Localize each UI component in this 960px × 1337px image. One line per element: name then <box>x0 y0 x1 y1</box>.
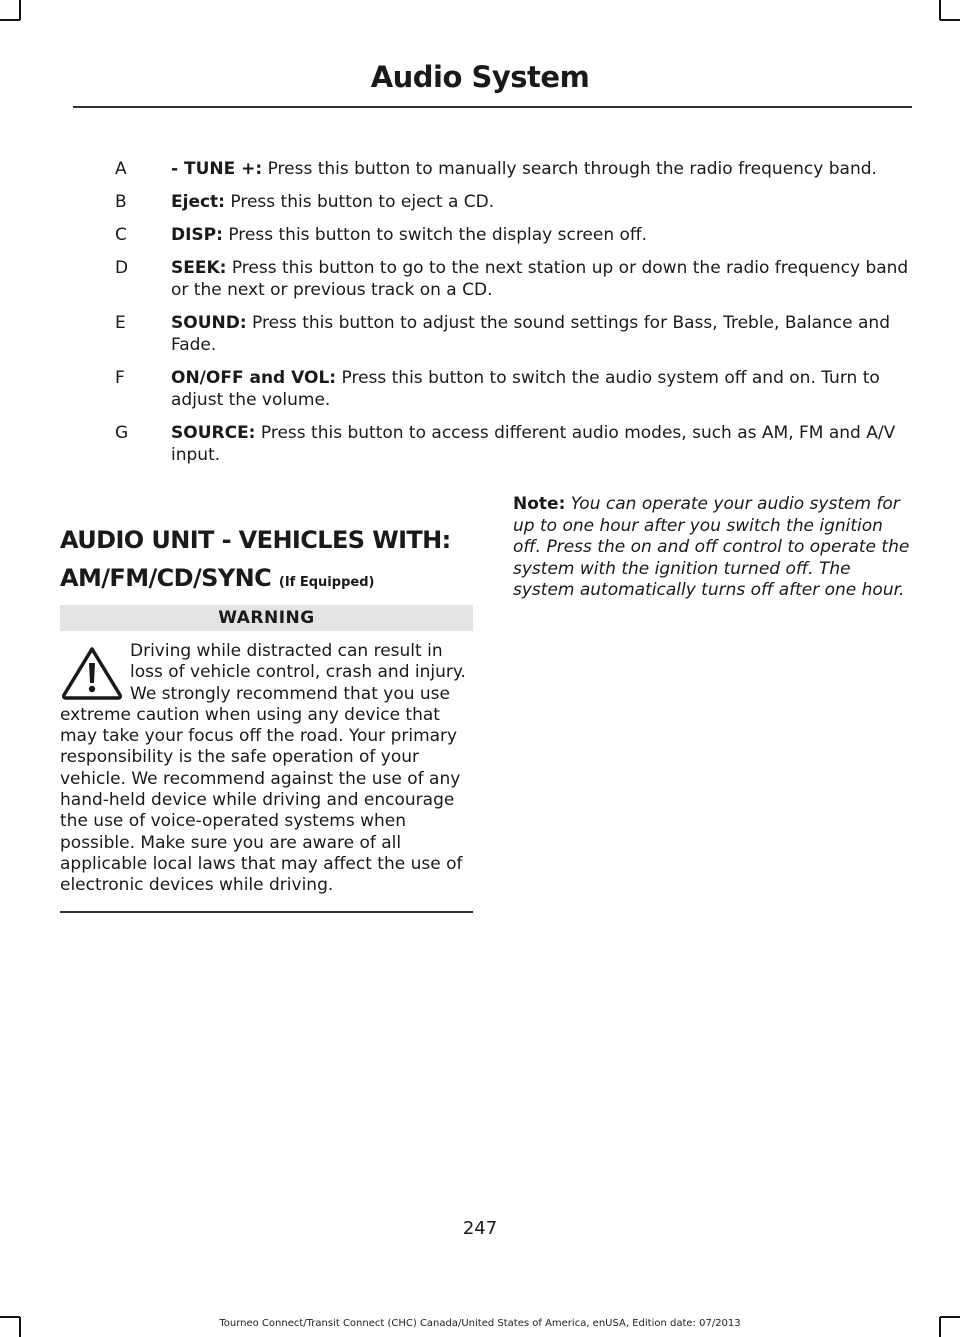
list-item <box>115 312 910 356</box>
item-term: SEEK: <box>171 258 227 278</box>
item-term: Eject: <box>171 192 225 212</box>
item-letter: D <box>115 258 129 278</box>
item-description: Press this button to manually search through the radio frequency band. <box>262 159 877 179</box>
crop-mark <box>940 19 960 21</box>
item-letter: A <box>115 159 127 179</box>
warning-divider <box>60 911 473 913</box>
item-description: Press this button to switch the audio system off and on. Turn to adjust the volume. <box>171 368 880 410</box>
section-heading <box>60 521 480 602</box>
footer-text: Tourneo Connect/Transit Connect (CHC) Canada/United States of America, enUSA, Edition date: 07/2013 <box>219 1318 741 1329</box>
item-description: Press this button to go to the next station up or down the radio frequency band or the next or previous track on a CD. <box>171 258 909 300</box>
note-text: You can operate your audio system for up to one hour after you switch the ignition off. Press the on and off control to operate the system with the ignition turned off. The system automatically turns off after one hour. <box>513 494 910 600</box>
item-letter: F <box>115 368 125 388</box>
list-item <box>115 367 910 411</box>
section-qualifier: (If Equipped) <box>278 575 375 590</box>
item-term: DISP: <box>171 225 223 245</box>
section-heading-line2: AM/FM/CD/SYNC <box>60 564 272 592</box>
warning-triangle-icon <box>60 643 124 703</box>
item-letter: G <box>115 423 129 443</box>
warning-box <box>60 605 473 913</box>
crop-mark <box>19 0 21 20</box>
item-letter: E <box>115 313 126 333</box>
item-term: - TUNE +: <box>171 159 263 179</box>
section-heading-line1: AUDIO UNIT - VEHICLES WITH: <box>60 526 451 554</box>
item-term: SOUND: <box>171 313 247 333</box>
list-item <box>115 191 910 213</box>
list-item <box>115 158 910 180</box>
crop-mark <box>0 19 20 21</box>
item-term: ON/OFF and VOL: <box>171 368 337 388</box>
item-letter: C <box>115 225 127 245</box>
item-description: Press this button to access different audio modes, such as AM, FM and A/V input. <box>171 423 896 465</box>
item-description: Press this button to switch the display screen off. <box>222 225 648 245</box>
list-item <box>115 257 910 301</box>
header-divider <box>73 106 912 108</box>
warning-title: WARNING <box>60 605 473 631</box>
item-letter: B <box>115 192 127 212</box>
page-title: Audio System <box>370 60 590 94</box>
warning-text: Driving while distracted can result in loss of vehicle control, crash and injury. We strongly recommend that you use extreme caution when using any device that may take your focus off the road. Your primary responsibility is the safe operation of your vehicle. We recommend against the use of any hand-held device while driving and encourage the use of voice-operated systems when possible. Make sure you are aware of all applicable local laws that may affect the use of electronic devices while driving. <box>60 641 466 896</box>
list-item <box>115 422 910 466</box>
item-term: SOURCE: <box>171 423 256 443</box>
note-paragraph <box>513 494 913 602</box>
crop-mark <box>939 0 941 20</box>
note-label: Note: <box>513 494 566 514</box>
item-description: Press this button to adjust the sound settings for Bass, Treble, Balance and Fade. <box>171 313 891 355</box>
page-number: 247 <box>462 1218 498 1239</box>
list-item <box>115 224 910 246</box>
button-legend-list <box>115 158 910 477</box>
item-description: Press this button to eject a CD. <box>224 192 495 212</box>
